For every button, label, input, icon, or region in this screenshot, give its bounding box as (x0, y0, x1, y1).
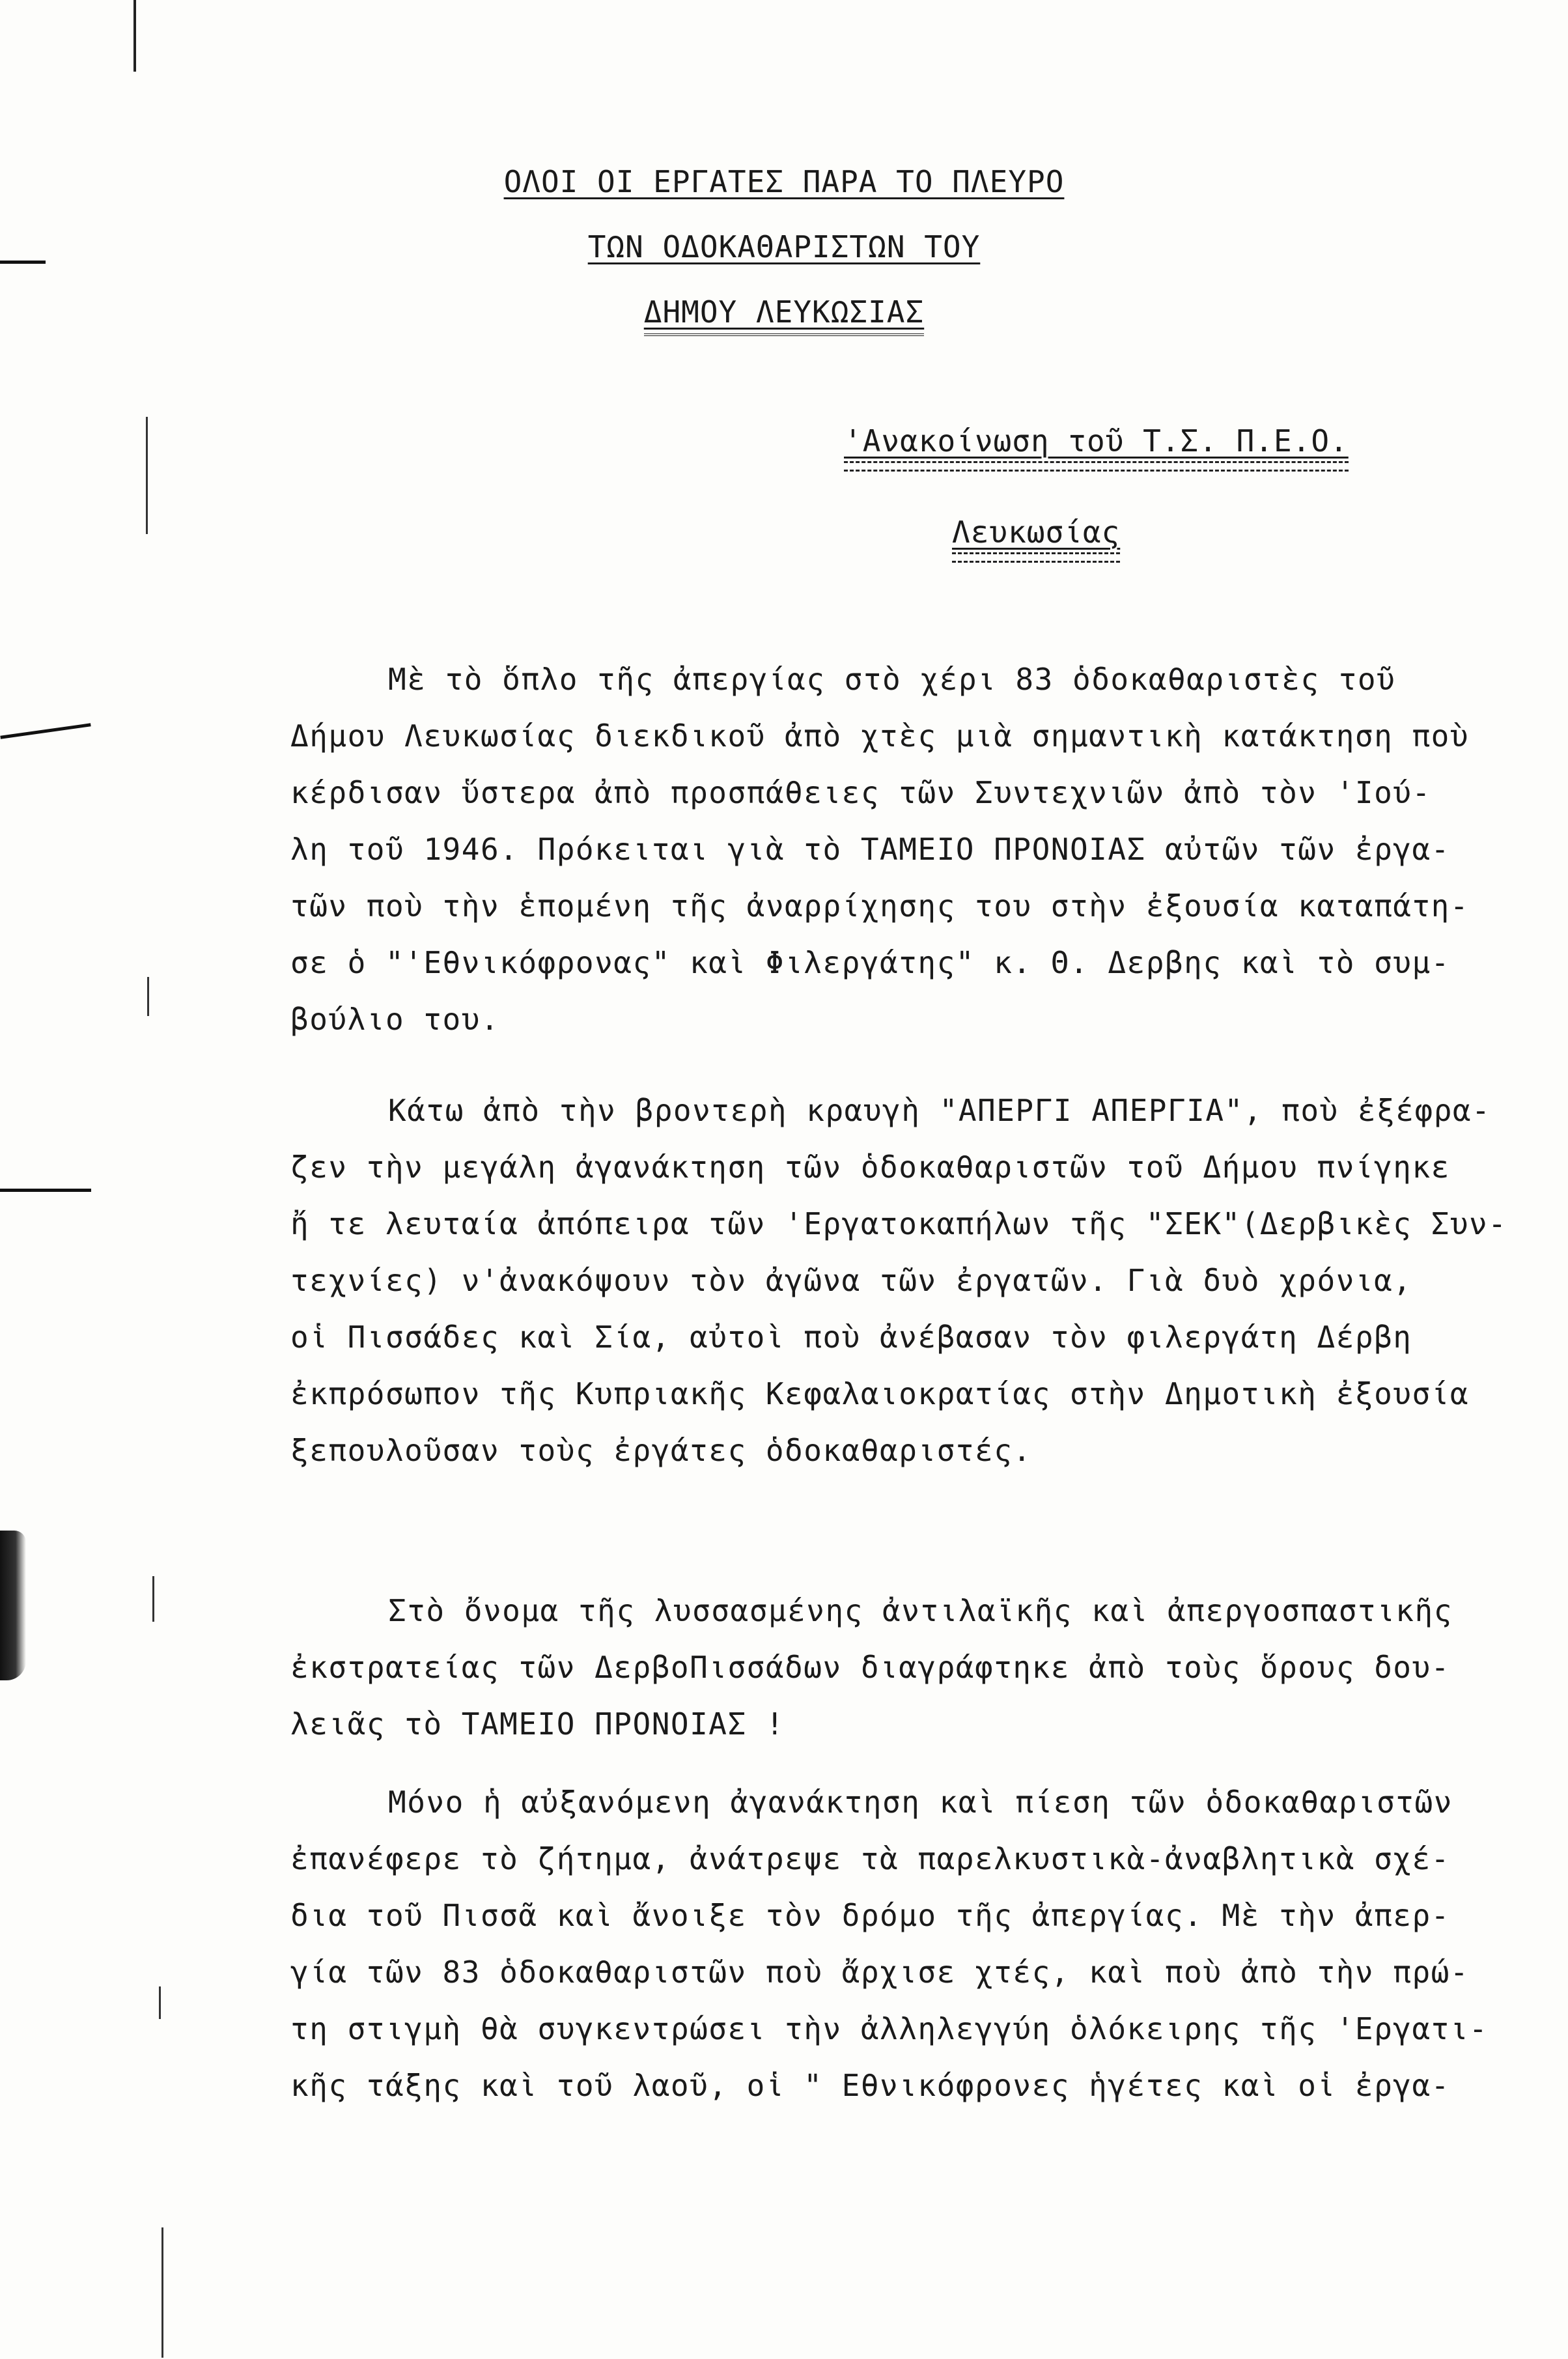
text-line: ζεν τὴν μεγάλη ἀγανάκτηση τῶν ὁδοκαθαριστῶν τοῦ Δήμου πνίγηκε (290, 1150, 1450, 1185)
text-line: οἱ Πισσάδες καὶ Σία, αὐτοὶ ποὺ ἀνέβασαν τὸν φιλεργάτη Δέρβη (290, 1320, 1412, 1355)
text-line: σε ὁ "'Εθνικόφρονας" καὶ Φιλεργάτης" κ. Θ. Δερβης καὶ τὸ συμ- (290, 945, 1450, 980)
scan-vertical-line (152, 1576, 154, 1622)
subtitle-rule (844, 461, 1349, 472)
text-line: δια τοῦ Πισσᾶ καὶ ἄνοιξε τὸν δρόμο τῆς ἀπεργίας. Μὲ τὴν ἀπερ- (290, 1898, 1450, 1933)
text-line: κέρδισαν ὕστερα ἀπὸ προσπάθειες τῶν Συντεχνιῶν ἀπὸ τὸν 'Ιού- (290, 775, 1431, 810)
subtitle-text: Λευκωσίας (952, 515, 1121, 550)
subtitle-rule (952, 552, 1120, 563)
scan-vertical-line (146, 417, 148, 534)
text-line: Κάτω ἀπὸ τὴν βροντερὴ κραυγὴ "ΑΠΕΡΓΙ ΑΠΕΡΓΙΑ", ποὺ ἐξέφρα- (388, 1093, 1491, 1128)
paragraph-1 (290, 651, 1521, 1048)
text-line: ἐπανέφερε τὸ ζήτημα, ἀνάτρεψε τὰ παρελκυστικὰ-ἀναβλητικὰ σχέ- (290, 1841, 1450, 1876)
subtitle-line-2 (952, 515, 1120, 563)
text-line: κῆς τάξης καὶ τοῦ λαοῦ, οἱ " Εθνικόφρονες ἡγέτες καὶ οἱ ἐργα- (290, 2068, 1450, 2103)
title-line-2 (0, 229, 1568, 264)
title-line-3 (0, 294, 1568, 336)
scan-vertical-line (147, 977, 149, 1016)
text-line: τεχνίες) ν'ἀνακόψουν τὸν ἀγῶνα τῶν ἐργατῶν. Γιὰ δυὸ χρόνια, (290, 1263, 1412, 1298)
title-text: ΔΗΜΟΥ ΛΕΥΚΩΣΙΑΣ (644, 294, 924, 336)
text-line: τη στιγμὴ θὰ συγκεντρώσει τὴν ἀλληλεγγύη ὁλόκειρης τῆς 'Εργατι- (290, 2011, 1489, 2046)
title-line-1 (0, 164, 1568, 199)
text-line: γία τῶν 83 ὁδοκαθαριστῶν ποὺ ἄρχισε χτές, καὶ ποὺ ἀπὸ τὴν πρώ- (290, 1955, 1470, 1990)
text-line: λη τοῦ 1946. Πρόκειται γιὰ τὸ ΤΑΜΕΙΟ ΠΡΟΝΟΙΑΣ αὐτῶν τῶν ἐργα- (290, 832, 1450, 867)
title-text: ΤΩΝ ΟΔΟΚΑΘΑΡΙΣΤΩΝ ΤΟΥ (587, 229, 981, 264)
paragraph-4 (290, 1774, 1521, 2114)
text-line: Μόνο ἡ αὐξανόμενη ἀγανάκτηση καὶ πίεση τῶν ὁδοκαθαριστῶν (388, 1785, 1453, 1820)
scan-mark (0, 1189, 91, 1192)
scan-edge-line (133, 0, 136, 72)
text-line: τῶν ποὺ τὴν ἑπομένη τῆς ἀναρρίχησης του στὴν ἐξουσία καταπάτη- (290, 888, 1470, 924)
scan-vertical-line (161, 2227, 163, 2358)
subtitle-text: 'Ανακοίνωση τοῦ Τ.Σ. Π.Ε.Ο. (844, 423, 1349, 459)
text-line: Στὸ ὄνομα τῆς λυσσασμένης ἀντιλαϊκῆς καὶ ἀπεργοσπαστικῆς (388, 1593, 1453, 1628)
text-line: λειᾶς τὸ ΤΑΜΕΙΟ ΠΡΟΝΟΙΑΣ ! (290, 1706, 785, 1742)
subtitle-line-1 (844, 423, 1349, 472)
text-line: ξεπουλοῦσαν τοὺς ἐργάτες ὁδοκαθαριστές. (290, 1433, 1032, 1468)
text-line: Μὲ τὸ ὅπλο τῆς ἀπεργίας στὸ χέρι 83 ὁδοκαθαριστὲς τοῦ (388, 662, 1396, 697)
text-line: Δήμου Λευκωσίας διεκδικοῦ ἀπὸ χτὲς μιὰ σημαντικὴ κατάκτηση ποὺ (290, 718, 1470, 754)
text-line: ἐκστρατείας τῶν ΔερβοΠισσάδων διαγράφτηκε ἀπὸ τοὺς ὅρους δου- (290, 1650, 1450, 1685)
paragraph-2 (290, 1082, 1521, 1479)
scan-mark (0, 723, 91, 739)
text-line: ἐκπρόσωπον τῆς Κυπριακῆς Κεφαλαιοκρατίας στὴν Δημοτικὴ ἐξουσία (290, 1376, 1470, 1411)
scan-vertical-line (159, 1986, 161, 2019)
title-text: ΟΛΟΙ ΟΙ ΕΡΓΑΤΕΣ ΠΑΡΑ ΤΟ ΠΛΕΥΡΟ (503, 164, 1065, 199)
text-line: βούλιο του. (290, 1002, 500, 1037)
paragraph-3 (290, 1583, 1521, 1753)
scan-blob (0, 1531, 26, 1680)
text-line: ἤ τε λευταία ἀπόπειρα τῶν 'Εργατοκαπήλων τῆς "ΣΕΚ"(Δερβικὲς Συν- (290, 1206, 1507, 1241)
